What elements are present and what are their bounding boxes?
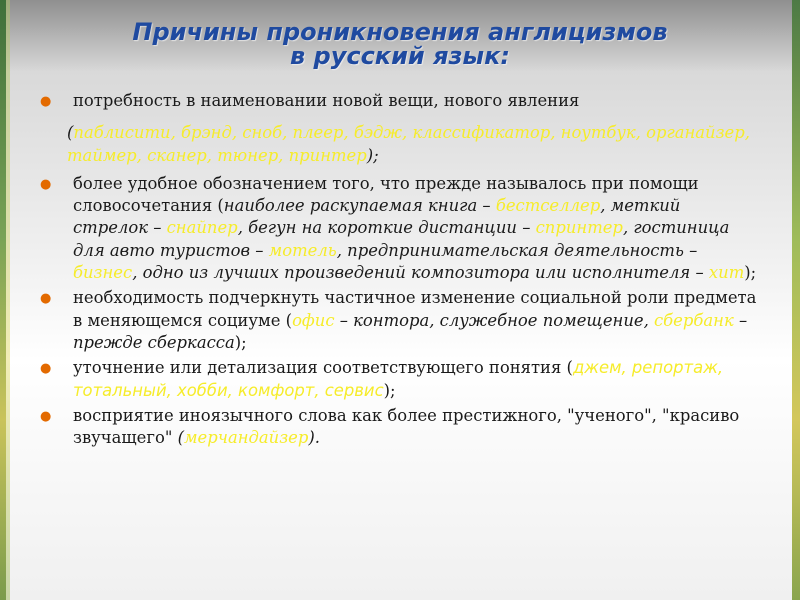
item1-close-paren: );: [366, 145, 379, 165]
item2-w5: бизнес: [73, 263, 133, 283]
item4-text: уточнение или детализация соответствующего понятия (: [73, 358, 573, 378]
item2-p1: наиболее раскупаемая книга –: [223, 196, 496, 216]
bullet-list: [40, 90, 760, 452]
item2-w4: мотель: [268, 240, 337, 260]
item5-word: мерчандайзер: [183, 428, 309, 448]
item2-close: );: [744, 263, 757, 283]
slide-title-line1: Причины проникновения англицизмов: [132, 18, 668, 46]
item2-p2: , меткий стрелок –: [73, 196, 681, 238]
item1-open-paren: (: [67, 123, 74, 143]
bullet-icon: ●: [40, 408, 52, 424]
item3-p1: – контора, служебное помещение,: [334, 310, 654, 330]
item3-p2: – прежде сберкасса: [73, 310, 748, 352]
item1-examples: [40, 122, 760, 167]
item4-close: );: [383, 380, 396, 400]
item2-w6: хит: [708, 263, 745, 283]
item1-example-words: паблисити, брэнд, сноб, плеер, бэдж, классификатор, ноутбук, органайзер, таймер, сканер, тюнер, принтер: [67, 123, 750, 165]
item5-open: (: [177, 428, 184, 448]
list-item-1: [40, 90, 760, 112]
list-item-3: [40, 287, 760, 354]
item3-w1: офис: [292, 310, 335, 330]
list-item-5: [40, 405, 760, 450]
item2-p4: , гостиница для авто туристов –: [73, 218, 730, 260]
left-decorative-border-inner: [6, 0, 10, 600]
bullet-icon: ●: [40, 361, 52, 377]
item2-w2: снайпер: [166, 218, 238, 238]
item2-w1: бестселлер: [495, 196, 601, 216]
item3-close: );: [234, 332, 247, 352]
item3-text: необходимость подчеркнуть частичное изменение социальной роли предмета в меняющемся социуме (: [73, 288, 757, 330]
item2-w3: спринтер: [535, 218, 623, 238]
item2-p6: , одно из лучших произведений композитора или исполнителя –: [132, 263, 709, 283]
slide-title-line2: в русский язык:: [289, 42, 511, 70]
right-decorative-border: [792, 0, 800, 600]
list-item-2: [40, 173, 760, 284]
item1-text: потребность в наименовании новой вещи, нового явления: [73, 91, 580, 110]
bullet-icon: ●: [40, 291, 52, 307]
item2-p5: , предпринимательская деятельность –: [336, 240, 698, 260]
item3-w2: сбербанк: [654, 310, 734, 330]
item5-text: восприятие иноязычного слова как более престижного, "ученого", "красиво звучащего": [73, 405, 740, 448]
list-item-4: [40, 357, 760, 402]
item4-words: джем, репортаж, тотальный, хобби, комфорт, сервис: [73, 358, 724, 400]
item5-close: ).: [308, 428, 320, 448]
bullet-icon: ●: [40, 94, 52, 109]
item2-text: более удобное обозначением того, что прежде называлось при помощи словосочетания (: [73, 173, 699, 216]
bullet-icon: ●: [40, 176, 52, 192]
item2-p3: , бегун на короткие дистанции –: [237, 218, 536, 238]
slide-title: [0, 20, 800, 68]
